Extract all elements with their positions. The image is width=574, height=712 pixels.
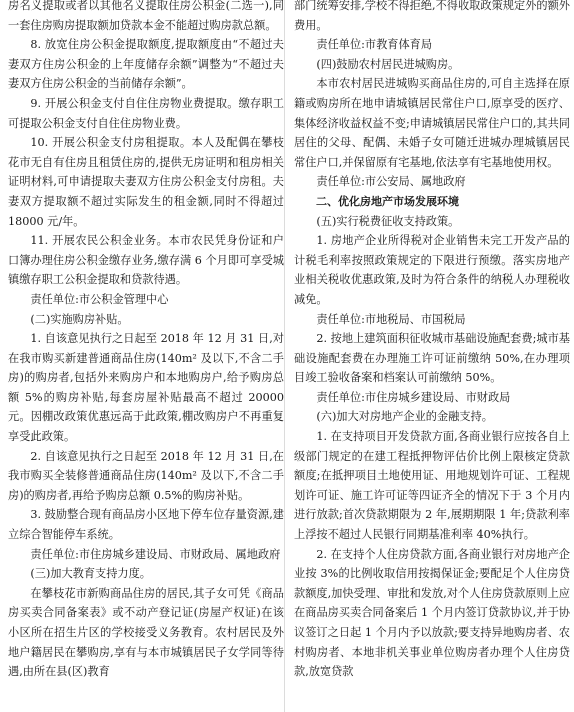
paragraph-continued: 部门统筹安排,学校不得拒绝,不得收取政策规定外的额外费用。 [294, 0, 570, 32]
responsible-unit: 责任单位:市住房城乡建设局、市财政局 [316, 390, 511, 404]
section-heading: (二)实施购房补贴。 [30, 312, 129, 326]
responsible-unit: 责任单位:市公安局、属地政府 [316, 175, 466, 189]
column-divider [284, 0, 285, 712]
responsible-unit: 责任单位:市地税局、市国税局 [316, 312, 466, 326]
responsible-unit: 责任单位:市住房城乡建设局、市财政局、属地政府 [30, 547, 281, 561]
left-column [8, 0, 284, 682]
paragraph: 9. 开展公积金支付自住住房物业费提取。缴存职工可提取公积金支付自住住房物业费。 [8, 96, 284, 130]
paragraph: 在攀枝花市新购商品住房的居民,其子女可凭《商品房买卖合同备案表》或不动产登记证(房屋产权证)在该小区所在招生片区的学校接受义务教育。农村居民及外地户籍居民在攀购房,享有与本市城镇居民子女学同等待遇,由所在县(区)教育 [8, 586, 284, 679]
paragraph: 1. 自该意见执行之日起至 2018 年 12 月 31 日,对在我市购买新建普通商品住房(140m² 及以下,不含二手房)的购房者,包括外来购房户和本地购房户,给予购房总额 5%的购房补贴,每套房屋补贴最高不超过 20000 元。因棚改政策优惠远高于此政策,棚改购房户不再重复享受此政策。 [8, 332, 284, 444]
section-heading: (六)加大对房地产企业的金融支持。 [316, 410, 493, 424]
paragraph: 8. 放宽住房公积金提取额度,提取额度由“不超过夫妻双方住房公积金的上年度储存余额”调整为“不超过夫妻双方住房公积金的当前储存余额”。 [8, 38, 284, 91]
right-column [294, 0, 570, 682]
paragraph: 3. 鼓励整合现有商品房小区地下停车位存量资源,建立综合智能停车系统。 [8, 508, 284, 542]
paragraph: 1. 在支持项目开发贷款方面,各商业银行应按各自上级部门规定的在建工程抵押物评估价比例上限核定贷款额度;在抵押项目土地使用证、用地规划许可证、工程规划许可证、施工许可证等四证齐全的情况下于 3 个月内进行放款;首次贷款期限为 2 年,展期期限 1 年;贷款利率上浮按不超过人民银行同期基准利率 40%执行。 [294, 430, 570, 542]
paragraph: 11. 开展农民公积金业务。本市农民凭身份证和户口簿办理住房公积金缴存业务,缴存满 6 个月即可享受城镇缴存职工公积金提取和贷款待遇。 [8, 234, 284, 287]
paragraph: 本市农村居民进城购买商品住房的,可自主选择在原籍或购房所在地申请城镇居民常住户口,原享受的医疗、集体经济收益权益不变;申请城镇居民常住户口的,其共同居住的父母、配偶、未婚子女可随迁进城办理城镇居民常住户口,并保留原有宅基地,依法享有宅基地使用权。 [294, 77, 570, 169]
paragraph: 2. 按地上建筑面积征收城市基础设施配套费;城市基础设施配套费在办理施工许可证前缴纳 50%,在办理项目竣工验收备案和档案认可前缴纳 50%。 [294, 332, 570, 385]
paragraph: 2. 在支持个人住房贷款方面,各商业银行对房地产企业按 3%的比例收取信用按揭保证金;要配足个人住房贷款额度,加快受理、审批和发放,对个人住房贷款原则上应在商品房买卖合同备案后 1 个月内签订贷款协议,并于协议签订之日起 1 个月内予以放款;要支持异地购房者、农村购房者、本地非机关事业单位购房者办理个人住房贷款,放宽贷款 [294, 547, 570, 679]
chapter-heading: 二、优化房地产市场发展环境 [316, 194, 459, 208]
responsible-unit: 责任单位:市公积金管理中心 [30, 292, 169, 306]
responsible-unit: 责任单位:市教育体育局 [316, 38, 433, 52]
paragraph: 1. 房地产企业所得税对企业销售未完工开发产品的计税毛利率按照政策规定的下限进行预缴。落实房地产业相关税收优惠政策,及时为符合条件的纳税人办理税收减免。 [294, 234, 570, 306]
section-heading: (三)加大教育支持力度。 [30, 567, 151, 581]
paragraph: 10. 开展公积金支付房租提取。本人及配偶在攀枝花市无自有住房且租赁住房的,提供无房证明和租房相关证明材料,可申请提取夫妻双方住房公积金支付房租。夫妻双方提取额不超过实际发生的租金额,同时不得超过 18000 元/年。 [8, 136, 284, 228]
paragraph: 2. 自该意见执行之日起至 2018 年 12 月 31 日,在我市购买全装修普通商品住房(140m² 及以下,不含二手房)的购房者,再给予购房总额 0.5%的购房补贴。 [8, 449, 284, 502]
section-heading: (四)鼓励农村居民进城购房。 [316, 57, 460, 71]
section-heading: (五)实行税费征收支持政策。 [316, 214, 460, 228]
paragraph-continued: 房名义提取或者以其他名义提取住房公积金(二选一),同一套住房购房提取额加贷款本金不能超过购房款总额。 [8, 0, 284, 32]
